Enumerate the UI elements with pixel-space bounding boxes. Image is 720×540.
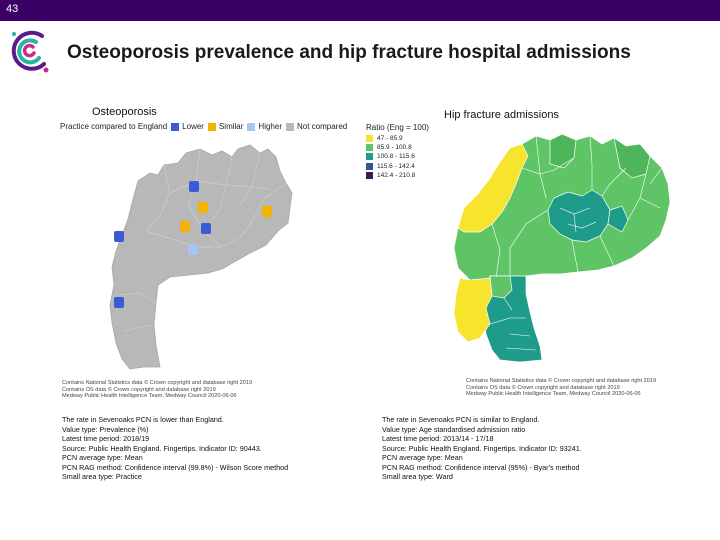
organisation-logo-icon [6,26,52,76]
ratio-swatch-icon [366,172,373,179]
legend-lower: Lower [182,122,204,131]
practice-marker-similar [262,206,272,217]
practice-marker-similar [198,202,208,213]
left-map-title: Osteoporosis [92,106,157,118]
ratio-legend-row [366,171,415,180]
ratio-legend [366,134,415,180]
practice-marker-lower [201,223,211,234]
osteoporosis-map [100,135,320,375]
header-bar [0,0,720,21]
ratio-range-label: 47 - 85.9 [377,135,403,142]
right-map-credit: Contains National Statistics data © Crown copyright and database right 2019 Contains OS data © Crown copyright and database right 2019 Medway Public Health Intelligence Team, Medway Council 2020-06-06 [466,378,657,398]
ratio-swatch-icon [366,163,373,170]
similar-swatch-icon [208,123,216,131]
higher-swatch-icon [247,123,255,131]
hip-fracture-map [450,128,680,368]
practice-marker-lower [114,231,124,242]
ratio-range-label: 100.8 - 115.6 [377,153,415,161]
map-region-outline [110,145,292,369]
left-legend-label: Practice compared to England [60,122,168,131]
ratio-range-label: 115.6 - 142.4 [377,162,415,170]
ratio-legend-row [366,143,415,152]
right-map-title: Hip fracture admissions [444,109,559,121]
ratio-swatch-icon [366,144,373,151]
practice-marker-lower [114,297,124,308]
not-compared-swatch-icon [286,123,294,131]
slide-number: 43 [6,3,19,15]
legend-higher: Higher [258,122,282,131]
right-info-text: The rate in Sevenoaks PCN is similar to England. Value type: Age standardised admission ratio Latest time period: 2013/14 - 17/18 Source: Public Health England. Fingertips. Indicator ID: 93241. PCN average type: Mean PCN RAG method: Confidence interval (95%) - Byar's method Small area type: Ward [382,415,582,481]
ratio-swatch-icon [366,135,373,142]
left-legend [60,122,347,131]
left-info-text: The rate in Sevenoaks PCN is lower than England. Value type: Prevalence (%) Latest time period: 2018/19 Source: Public Health England. Fingertips. Indicator ID: 90443. PCN average type: Mean PCN RAG method: Confidence interval (99.8%) - Wilson Score method Small area type: Practice [62,415,289,481]
practice-marker-lower [189,181,199,192]
legend-similar: Similar [218,122,244,131]
ratio-swatch-icon [366,153,373,160]
practice-marker-similar [180,221,190,232]
legend-not-compared: Not compared [297,122,348,131]
ratio-legend-row [366,134,415,143]
left-map-credit: Contains National Statistics data © Crown copyright and database right 2019 Contains OS data © Crown copyright and database right 2019 Medway Public Health Intelligence Team, Medway Council 2020-06-06 [62,380,253,400]
ratio-range-label: 142.4 - 210.8 [377,171,416,179]
page-title: Osteoporosis prevalence and hip fracture hospital admissions [67,42,631,63]
ratio-range-label: 85.9 - 100.8 [377,144,412,152]
practice-marker-higher [188,244,198,255]
ratio-legend-row [366,152,415,161]
lower-swatch-icon [171,123,179,131]
ratio-legend-row [366,162,415,171]
right-legend-title: Ratio (Eng = 100) [366,123,429,132]
